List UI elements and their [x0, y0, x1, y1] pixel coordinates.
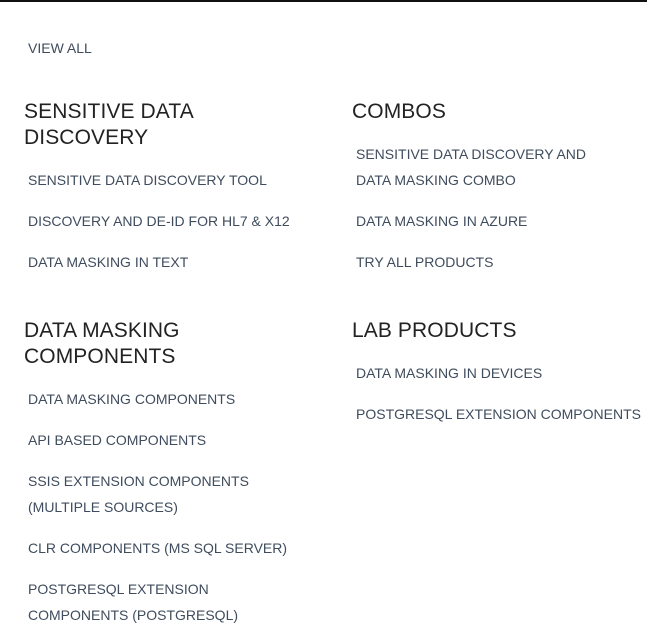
link-data-masking-in-devices[interactable]: DATA MASKING IN DEVICES — [356, 365, 543, 381]
link-discovery-and-de-id[interactable]: DISCOVERY AND DE-ID FOR HL7 & X12 — [28, 213, 290, 229]
link-discovery-and-masking-combo[interactable]: SENSITIVE DATA DISCOVERY AND DATA MASKING COMBO — [356, 146, 587, 188]
top-divider — [0, 0, 647, 2]
link-postgresql-extension-components[interactable]: POSTGRESQL EXTENSION COMPONENTS — [356, 406, 641, 422]
link-ssis-extension-components[interactable]: SSIS EXTENSION COMPONENTS (MULTIPLE SOURCES) — [28, 473, 249, 515]
link-sensitive-data-discovery-tool[interactable]: SENSITIVE DATA DISCOVERY TOOL — [28, 172, 267, 188]
link-postgresql-extension-components-postgresql[interactable]: POSTGRESQL EXTENSION COMPONENTS (POSTGRESQL) — [28, 581, 239, 623]
view-all-link[interactable]: VIEW ALL — [28, 40, 92, 56]
link-data-masking-in-azure[interactable]: DATA MASKING IN AZURE — [356, 213, 528, 229]
section-title: COMBOS — [352, 100, 446, 123]
section-lab-products — [352, 318, 642, 442]
section-links — [352, 360, 642, 427]
section-links — [352, 141, 642, 275]
section-title: DATA MASKING COMPONENTS — [24, 319, 180, 368]
section-title: LAB PRODUCTS — [352, 319, 517, 342]
link-api-based-components[interactable]: API BASED COMPONENTS — [28, 432, 207, 448]
section-sensitive-data-discovery — [24, 99, 314, 290]
section-links — [24, 167, 314, 275]
link-data-masking-in-text[interactable]: DATA MASKING IN TEXT — [28, 254, 189, 270]
link-try-all-products[interactable]: TRY ALL PRODUCTS — [356, 254, 494, 270]
link-data-masking-components[interactable]: DATA MASKING COMPONENTS — [28, 391, 236, 407]
section-links — [24, 386, 314, 628]
section-title: SENSITIVE DATA DISCOVERY — [24, 100, 193, 149]
section-data-masking-components — [24, 318, 314, 635]
link-clr-components[interactable]: CLR COMPONENTS (MS SQL SERVER) — [28, 540, 288, 556]
section-combos — [352, 99, 642, 290]
